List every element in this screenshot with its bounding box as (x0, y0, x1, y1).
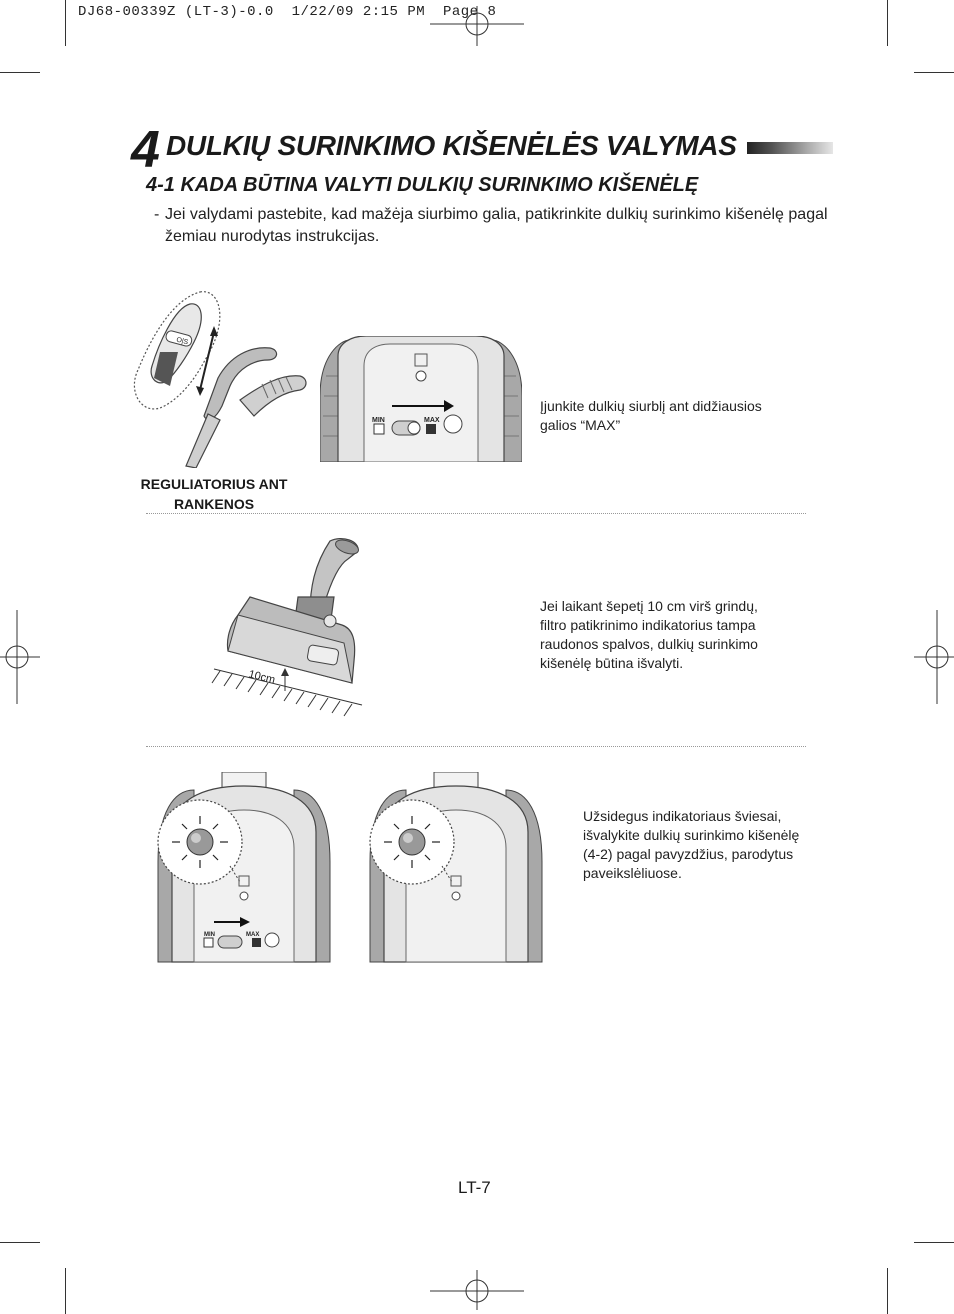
floor-brush-illustration (210, 535, 370, 731)
divider-2 (146, 746, 806, 747)
section-number: 4 (131, 121, 160, 179)
indicator-on-illustration-2 (366, 772, 546, 964)
section-subtitle: 4-1 KADA BŪTINA VALYTI DULKIŲ SURINKIMO KIŠENĖLĘ (146, 174, 699, 196)
svg-text:O|S: O|S (175, 336, 189, 347)
handle-regulator-label: REGULIATORIUS ANT RANKENOS (140, 476, 288, 512)
min-label: MIN (372, 417, 385, 424)
max-label: MAX (424, 417, 440, 424)
intro-paragraph (154, 204, 834, 248)
intro-text: Jei valydami pastebite, kad mažėja siurbimo galia, patikrinkite dulkių surinkimo kišenėlę pagal žemiau nurodytas instrukcijas. (165, 206, 828, 245)
print-header: DJ68-00339Z (LT-3)-0.0 1/22/09 2:15 PM Page 8 (78, 4, 497, 20)
divider-1 (146, 513, 806, 514)
indicator-on-illustration-1 (154, 772, 334, 964)
section-title: DULKIŲ SURINKIMO KIŠENĖLĖS VALYMAS (166, 130, 737, 161)
step1-caption: Įjunkite dulkių siurblį ant didžiausios galios “MAX” (540, 398, 762, 433)
max-label: MAX (246, 932, 260, 938)
brush-height-label: 10cm (247, 668, 277, 687)
handle-regulator-illustration (130, 290, 310, 468)
intro-dash: - (154, 206, 160, 223)
title-gradient-bar (747, 142, 833, 154)
vacuum-body-min-max-illustration (320, 336, 522, 462)
step2-caption: Jei laikant šepetį 10 cm virš grindų, filtro patikrinimo indikatorius tampa raudonos spalvos, dulkių surinkimo kišenėlę būtina išvalyti. (540, 598, 758, 671)
min-label: MIN (204, 932, 215, 938)
page-number: LT-7 (458, 1178, 491, 1197)
step3-caption: Užsidegus indikatoriaus šviesai, išvalykite dulkių surinkimo kišenėlę (4-2) pagal pavyzdžius, parodytus paveikslėliuose. (583, 808, 800, 881)
